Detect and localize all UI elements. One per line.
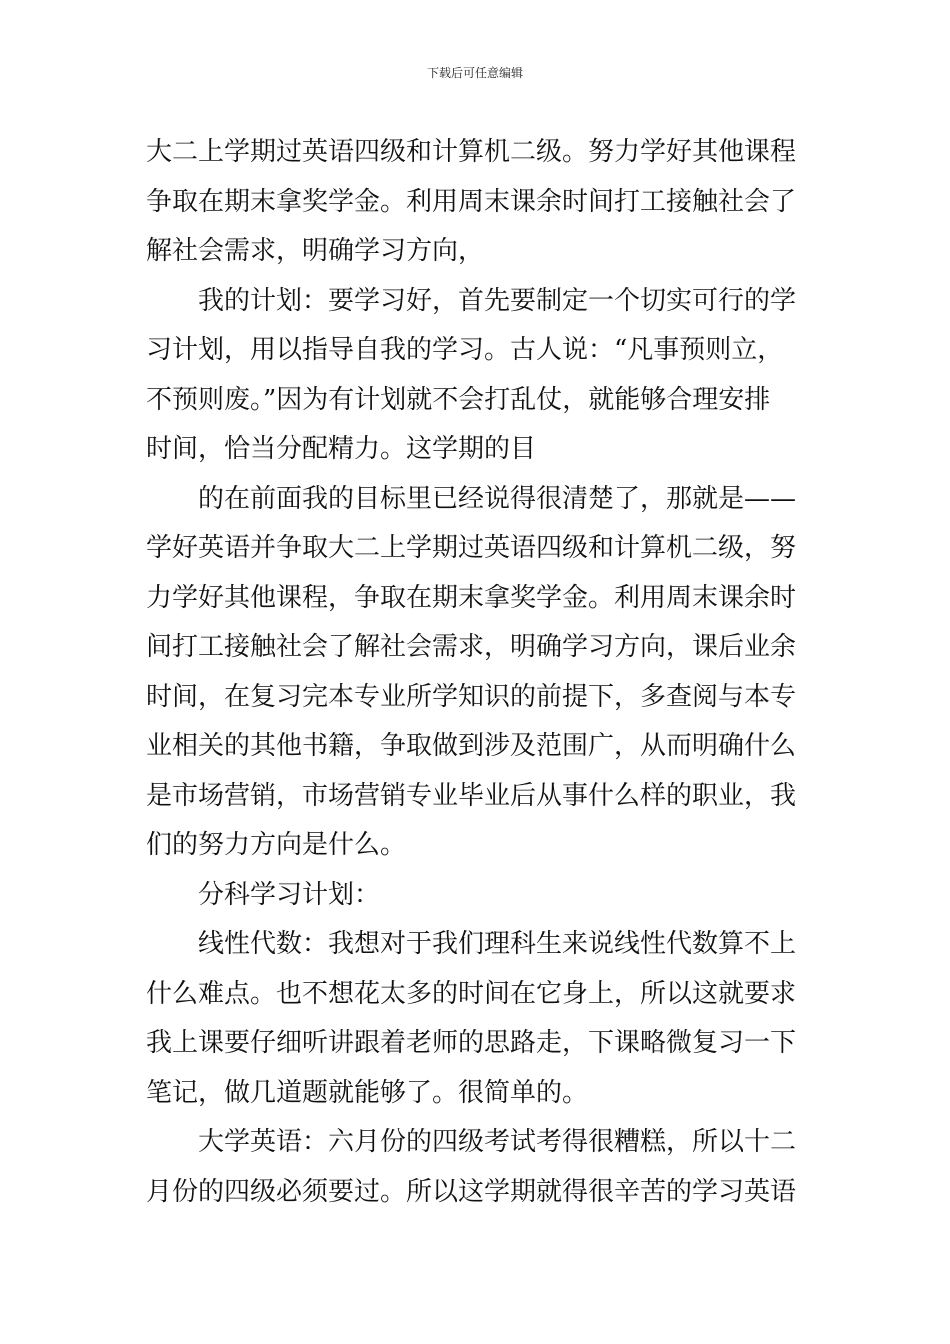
document-body <box>146 128 806 1217</box>
text-line: 我的计划：要学习好，首先要制定一个切实可行的学 <box>198 285 797 316</box>
text-line: 大二上学期过英语四级和计算机二级。努力学好其他课程 <box>146 137 797 167</box>
text-line: 我上课要仔细听讲跟着老师的思路走，下课略微复习一下 <box>146 1028 797 1058</box>
text-line: 是市场营销，市场营销专业毕业后从事什么样的职业，我 <box>146 780 797 811</box>
text-line: 间打工接触社会了解社会需求，明确学习方向，课后业余 <box>146 632 797 662</box>
text-line: 争取在期末拿奖学金。利用周末课余时间打工接触社会了 <box>146 186 797 217</box>
text-line: 大学英语：六月份的四级考试考得很糟糕，所以十二 <box>198 1127 797 1157</box>
text-line: 什么难点。也不想花太多的时间在它身上，所以这就要求 <box>146 978 797 1009</box>
text-line: 们的努力方向是什么。 <box>146 830 407 860</box>
text-line: 习计划，用以指导自我的学习。古人说：“凡事预则立， <box>146 335 784 365</box>
text-line: 线性代数：我想对于我们理科生来说线性代数算不上 <box>198 929 797 959</box>
text-line: 时间，在复习完本专业所学知识的前提下，多查阅与本专 <box>146 681 797 712</box>
text-line: 时间，恰当分配精力。这学期的目 <box>146 434 537 464</box>
text-line: 月份的四级必须要过。所以这学期就得很辛苦的学习英语 <box>146 1176 797 1207</box>
text-line: 解社会需求，明确学习方向， <box>146 236 485 266</box>
text-line: 学好英语并争取大二上学期过英语四级和计算机二级，努 <box>146 533 797 563</box>
text-line: 业相关的其他书籍，争取做到涉及范围广，从而明确什么 <box>146 731 797 761</box>
text-line: 的在前面我的目标里已经说得很清楚了，那就是—— <box>198 483 797 514</box>
text-line: 力学好其他课程，争取在期末拿奖学金。利用周末课余时 <box>146 582 797 613</box>
text-line: 笔记，做几道题就能够了。很简单的。 <box>146 1077 589 1108</box>
text-line: 不预则废。”因为有计划就不会打乱仗，就能够合理安排 <box>146 384 771 415</box>
page-header: 下载后可任意编辑 <box>426 66 523 80</box>
text-line: 分科学习计划： <box>198 879 381 910</box>
